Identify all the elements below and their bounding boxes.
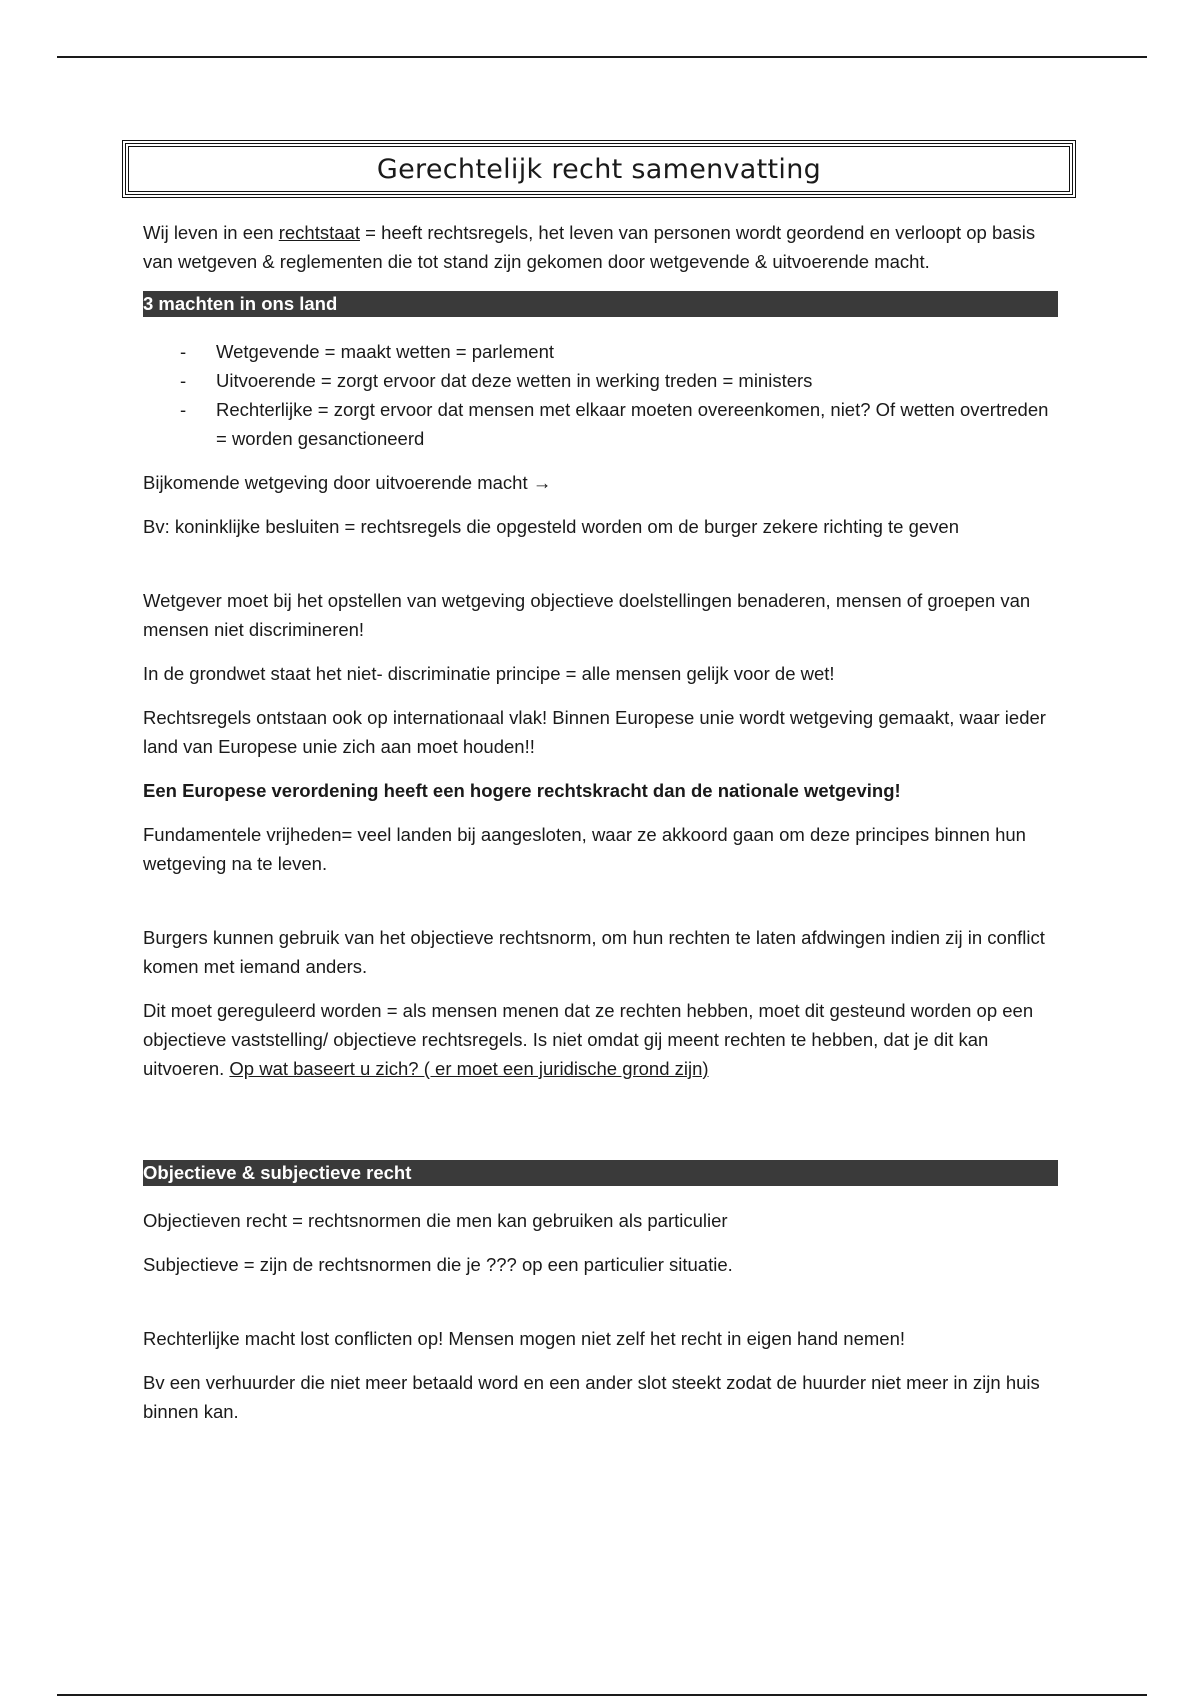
intro-paragraph (143, 218, 1058, 276)
gereguleerd-underlined: Op wat baseert u zich? ( er moet een juridische grond zijn) (229, 1058, 709, 1079)
paragraph-bijkomende: Bijkomende wetgeving door uitvoerende macht → (143, 472, 552, 493)
paragraph-koninklijke: Bv: koninklijke besluiten = rechtsregels die opgesteld worden om de burger zekere richting te geven (143, 516, 960, 537)
paragraph-fundamentele: Fundamentele vrijheden= veel landen bij aangesloten, waar ze akkoord gaan om deze principes binnen hun wetgeving na te leven. (143, 824, 1026, 874)
machten-list (143, 337, 1058, 453)
paragraph-rechterlijke: Rechterlijke macht lost conflicten op! Mensen mogen niet zelf het recht in eigen hand nemen! (143, 1328, 906, 1349)
intro-text-end: = heeft rechtsregels, het leven van personen wordt geordend en verloopt op basis van wetgeven & reglementen die tot stand zijn gekomen door wetgevende & uitvoerende macht. (143, 222, 1036, 272)
paragraph-verordening-bold: Een Europese verordening heeft een hogere rechtskracht dan de nationale wetgeving! (143, 780, 901, 801)
paragraph-burgers: Burgers kunnen gebruik van het objectieve rechtsnorm, om hun rechten te laten afdwingen indien zij in conflict komen met iemand anders. (143, 927, 1045, 977)
paragraph-subjectieve: Subjectieve = zijn de rechtsnormen die je ??? op een particulier situatie. (143, 1254, 733, 1275)
spacer (143, 1098, 1058, 1154)
paragraph-internationaal: Rechtsregels ontstaan ook op internationaal vlak! Binnen Europese unie wordt wetgeving gemaakt, waar ieder land van Europese unie zich aan moet houden!! (143, 707, 1046, 757)
spacer (143, 893, 1058, 923)
paragraph-wetgever: Wetgever moet bij het opstellen van wetgeving objectieve doelstellingen benaderen, mensen of groepen van mensen niet discrimineren! (143, 590, 1031, 640)
dash-bullet: - (180, 370, 187, 391)
intro-text-start: Wij leven in een (143, 222, 279, 243)
list-item-text: Wetgevende = maakt wetten = parlement (216, 341, 554, 362)
list-item (180, 337, 1058, 366)
paragraph-gereguleerd (143, 996, 1058, 1083)
paragraph-grondwet: In de grondwet staat het niet- discriminatie principe = alle mensen gelijk voor de wet! (143, 663, 835, 684)
dash-bullet: - (180, 399, 187, 420)
paragraph-objectieven: Objectieven recht = rechtsnormen die men kan gebruiken als particulier (143, 1210, 728, 1231)
document-body (143, 218, 1058, 1441)
section-heading-3-machten: 3 machten in ons land (143, 291, 1058, 317)
spacer (143, 1294, 1058, 1324)
list-item-text: Uitvoerende = zorgt ervoor dat deze wetten in werking treden = ministers (216, 370, 813, 391)
paragraph-verhuurder: Bv een verhuurder die niet meer betaald word en een ander slot steekt zodat de huurder niet meer in zijn huis binnen kan. (143, 1372, 1040, 1422)
page-title-text: Gerechtelijk recht samenvatting (376, 153, 822, 185)
page-title (125, 143, 1073, 195)
list-item (180, 395, 1058, 453)
list-item-text: Rechterlijke = zorgt ervoor dat mensen met elkaar moeten overeenkomen, niet? Of wetten overtreden = worden gesanctioneerd (216, 399, 1049, 449)
list-item (180, 366, 1058, 395)
gereguleerd-text: Dit moet gereguleerd worden = als mensen menen dat ze rechten hebben, moet dit gesteund worden op een objectieve vaststelling/ objectieve rechtsregels. Is niet omdat gij meent rechten te hebben, dat je dit kan uitvoeren. (143, 1000, 1034, 1079)
spacer (143, 556, 1058, 586)
header-rule (57, 56, 1147, 58)
section-heading-objectieve: Objectieve & subjectieve recht (143, 1160, 1058, 1186)
intro-underlined-term: rechtstaat (278, 222, 360, 243)
footer-rule (57, 1694, 1147, 1696)
dash-bullet: - (180, 341, 187, 362)
